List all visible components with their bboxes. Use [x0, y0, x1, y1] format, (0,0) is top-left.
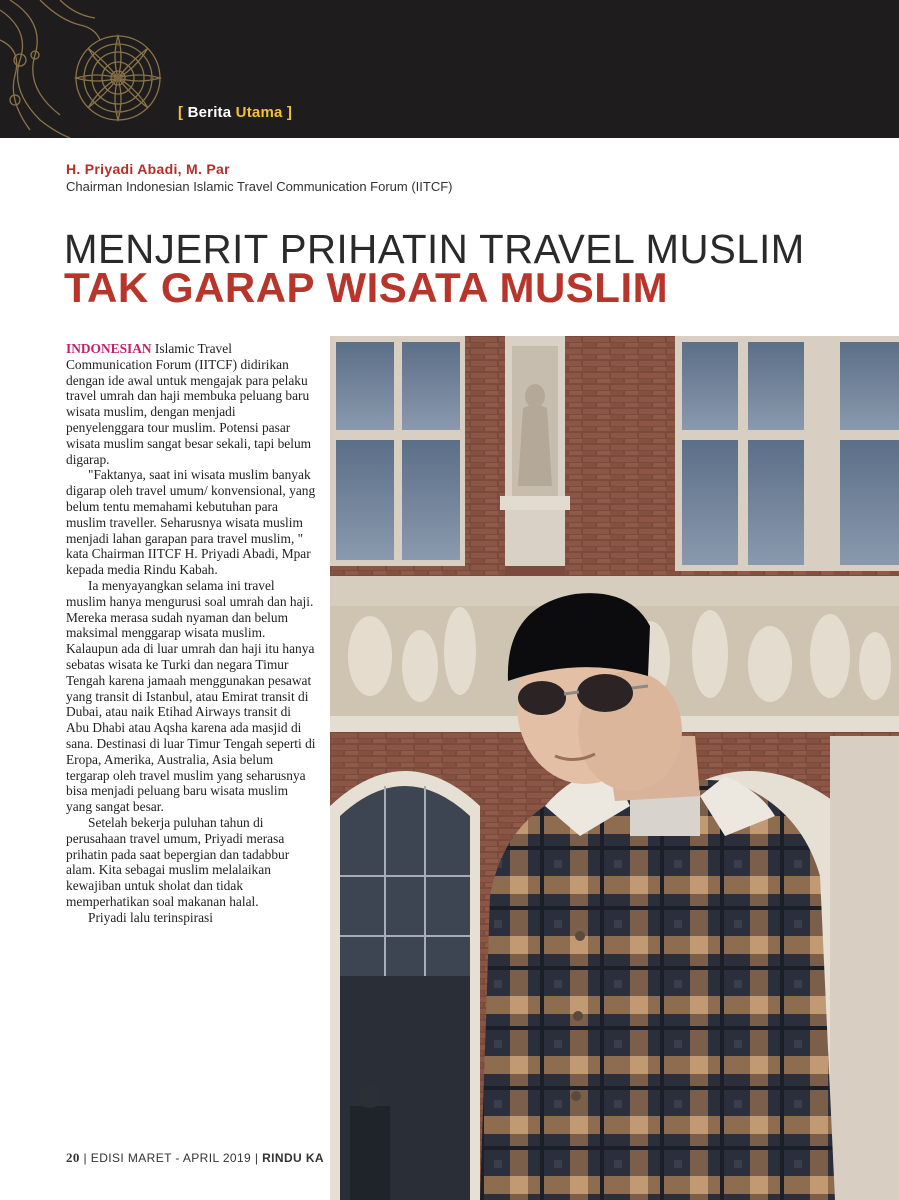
magazine-name: RINDU KA: [262, 1151, 324, 1165]
paragraph-1: INDONESIAN Islamic Travel Communication Forum (IITCF) didirikan dengan ide awal untuk mengajak para pelaku travel umrah dan haji membuka peluang baru wisata muslim, dengan menjadi penyelenggara tour muslim. Potensi pasar wisata muslim sangat besar sekali, tapi belum digarap.: [66, 341, 312, 467]
section-label: [ Berita Utama ]: [178, 104, 293, 121]
headline-line-1: MENJERIT PRIHATIN TRAVEL MUSLIM: [64, 226, 805, 272]
page-footer: [66, 1150, 324, 1166]
photo-illustration: [330, 336, 899, 1200]
page-number: 20: [66, 1150, 80, 1165]
author-name: H. Priyadi Abadi, M. Par: [66, 161, 230, 177]
paragraph-2: "Faktanya, saat ini wisata muslim banyak digarap oleh travel umum/ konvensional, yang belum tentu memahami kebutuhan para muslim traveller. Seharusnya wisata muslim menjadi lahan garapan para travel muslim, " kata Chairman IITCF H. Priyadi Abadi, Mpar kepada media Rindu Kabah.: [66, 467, 316, 578]
top-header-band: [0, 0, 899, 138]
author-title: Chairman Indonesian Islamic Travel Communication Forum (IITCF): [66, 179, 453, 194]
article-body: [66, 341, 316, 925]
mandala-ornament-icon: [0, 0, 180, 138]
paragraph-3: Ia menyayangkan selama ini travel muslim hanya mengurusi soal umrah dan haji. Mereka merasa sudah nyaman dan belum maksimal menggarap wisata muslim. Kalaupun ada di luar umrah dan haji itu hanya sebatas wisata ke Turki dan negara Timur Tengah karena jamaah menggunakan pesawat yang transit di Istanbul, atau Emirat transit di Dubai, atau naik Etihad Airways transit di Abu Dhabi atau Aqsha karena ada masjid di sana. Destinasi di luar Timur Tengah seperti di Eropa, Amerika, Australia, Asia belum tergarap oleh travel muslim yang seharusnya bisa menjadi peluang baru wisata muslim yang sangat besar.: [66, 577, 316, 815]
lead-word: INDONESIAN: [66, 341, 152, 356]
paragraph-5: Priyadi lalu terinspirasi: [88, 909, 213, 925]
edition-info: | EDISI MARET - APRIL 2019 |: [79, 1151, 263, 1165]
section-word-berita: Berita: [187, 104, 236, 121]
paragraph-4: Setelah bekerja puluhan tahun di perusahaan travel umum, Priyadi merasa prihatin pada saat bepergian dan tadabbur alam. Kita sebagai muslim melalaikan kewajiban untuk sholat dan tidak memperhatikan soal makanan halal.: [66, 814, 290, 909]
section-word-utama: Utama: [235, 104, 283, 121]
headline-line-2: TAK GARAP WISATA MUSLIM: [64, 264, 669, 311]
article-photo: [330, 336, 899, 1200]
